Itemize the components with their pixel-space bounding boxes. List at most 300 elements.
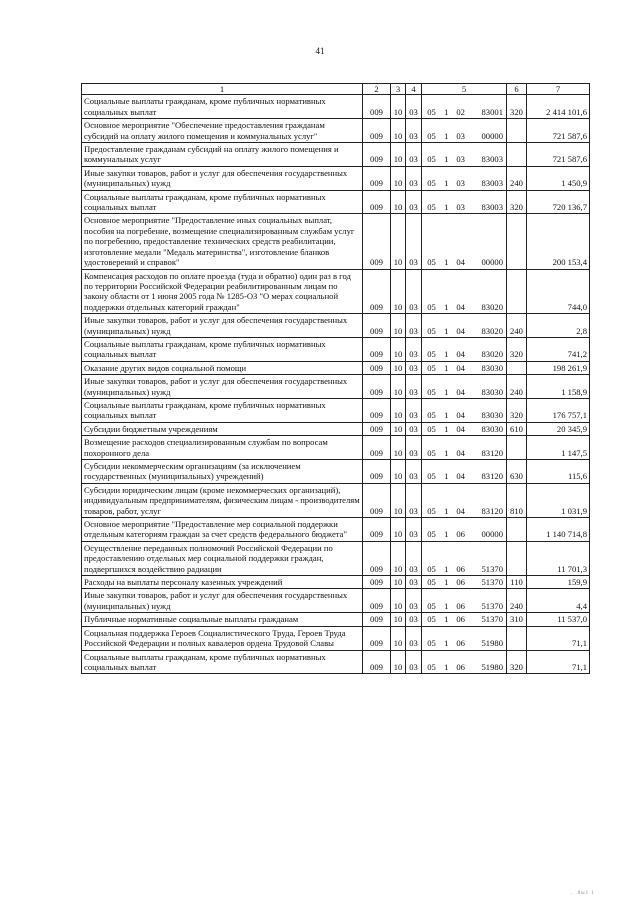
row-section: 10 (391, 214, 406, 269)
target-article-parts (422, 506, 506, 516)
target-article-parts (422, 302, 506, 312)
row-ministry-code: 009 (363, 650, 391, 674)
row-name: Предоставление гражданам субсидий на оплату жилого помещения и коммунальных услуг (82, 143, 363, 167)
row-amount: 4,4 (527, 589, 590, 613)
budget-table (81, 83, 590, 674)
table-row (82, 436, 590, 460)
row-subsection: 03 (406, 190, 422, 214)
row-target-article (422, 518, 507, 542)
row-expense-type (507, 436, 527, 460)
target-article-part: 06 (456, 614, 465, 625)
target-article-parts (422, 638, 506, 648)
row-amount: 176 757,1 (527, 398, 590, 422)
row-amount: 1 450,9 (527, 166, 590, 190)
row-section: 10 (391, 166, 406, 190)
row-subsection: 03 (406, 518, 422, 542)
row-expense-type: 310 (507, 613, 527, 626)
row-target-article (422, 143, 507, 167)
row-subsection: 03 (406, 375, 422, 399)
row-name: Субсидии юридическим лицам (кроме некоммерческих организаций), индивидуальным предпринимателям, физическим лицам - производителям товаров, работ, услуг (82, 483, 363, 517)
row-section: 10 (391, 483, 406, 517)
table-row (82, 361, 590, 374)
row-section: 10 (391, 436, 406, 460)
target-article-part: 1 (444, 505, 449, 516)
row-target-article (422, 337, 507, 361)
target-article-part: 1 (444, 325, 449, 336)
target-article-part: 05 (427, 529, 436, 540)
column-header: 3 (391, 84, 406, 95)
target-article-parts (422, 349, 506, 359)
target-article-part: 05 (427, 301, 436, 312)
row-name: Социальные выплаты гражданам, кроме публичных нормативных социальных выплат (82, 95, 363, 119)
row-expense-type: 320 (507, 190, 527, 214)
row-amount: 721 587,6 (527, 119, 590, 143)
target-article-part: 05 (427, 106, 436, 117)
row-subsection: 03 (406, 214, 422, 269)
row-section: 10 (391, 375, 406, 399)
row-section: 10 (391, 337, 406, 361)
table-row (82, 613, 590, 626)
row-target-article (422, 166, 507, 190)
row-subsection: 03 (406, 119, 422, 143)
target-article-part: 05 (427, 257, 436, 268)
table-row (82, 119, 590, 143)
table-row (82, 576, 590, 589)
row-amount: 71,1 (527, 650, 590, 674)
row-ministry-code: 009 (363, 541, 391, 575)
target-article-parts (422, 601, 506, 611)
target-article-part: 03 (456, 154, 465, 165)
row-target-article (422, 190, 507, 214)
target-article-parts (422, 257, 506, 267)
table-row (82, 143, 590, 167)
target-article-part: 05 (427, 423, 436, 434)
target-article-part: 04 (456, 386, 465, 397)
row-target-article (422, 460, 507, 484)
row-ministry-code: 009 (363, 460, 391, 484)
row-section: 10 (391, 626, 406, 650)
row-expense-type (507, 269, 527, 314)
table-row (82, 166, 590, 190)
row-expense-type (507, 119, 527, 143)
row-amount: 11 537,0 (527, 613, 590, 626)
row-target-article (422, 576, 507, 589)
row-subsection: 03 (406, 483, 422, 517)
row-section: 10 (391, 269, 406, 314)
target-article-part: 1 (444, 600, 449, 611)
target-article-part: 00000 (481, 130, 503, 141)
target-article-parts (422, 577, 506, 587)
row-target-article (422, 398, 507, 422)
target-article-part: 06 (456, 563, 465, 574)
target-article-part: 83030 (481, 410, 503, 421)
target-article-part: 83120 (481, 447, 503, 458)
row-section: 10 (391, 422, 406, 435)
target-article-part: 83120 (481, 471, 503, 482)
target-article-part: 51370 (481, 577, 503, 588)
target-article-part: 83001 (481, 106, 503, 117)
row-expense-type: 240 (507, 589, 527, 613)
target-article-part: 05 (427, 600, 436, 611)
row-amount: 720 136,7 (527, 190, 590, 214)
row-name: Основное мероприятие "Предоставление мер социальной поддержки отдельным категориям граждан за счет средств федерального бюджета" (82, 518, 363, 542)
row-ministry-code: 009 (363, 214, 391, 269)
row-name: Осуществление переданных полномочий Российской Федерации по предоставлению отдельных мер социальной поддержки граждан, подвергшихся воздействию радиации (82, 541, 363, 575)
target-article-parts (422, 154, 506, 164)
target-article-part: 1 (444, 577, 449, 588)
row-subsection: 03 (406, 650, 422, 674)
target-article-part: 1 (444, 386, 449, 397)
row-ministry-code: 009 (363, 589, 391, 613)
target-article-parts (422, 614, 506, 624)
row-expense-type (507, 143, 527, 167)
row-subsection: 03 (406, 541, 422, 575)
row-name: Социальная поддержка Героев Социалистического Труда, Героев Труда Российской Федерации и полных кавалеров ордена Трудовой Славы (82, 626, 363, 650)
column-header: 5 (422, 84, 507, 95)
target-article-part: 05 (427, 325, 436, 336)
table-row (82, 541, 590, 575)
target-article-part: 83030 (481, 423, 503, 434)
target-article-part: 00000 (481, 529, 503, 540)
target-article-part: 06 (456, 638, 465, 649)
target-article-parts (422, 131, 506, 141)
row-target-article (422, 626, 507, 650)
target-article-part: 51980 (481, 638, 503, 649)
row-amount: 11 701,3 (527, 541, 590, 575)
row-amount: 20 345,9 (527, 422, 590, 435)
target-article-part: 1 (444, 471, 449, 482)
target-article-part: 1 (444, 447, 449, 458)
target-article-part: 00000 (481, 257, 503, 268)
row-target-article (422, 375, 507, 399)
table-row (82, 589, 590, 613)
row-section: 10 (391, 314, 406, 338)
target-article-part: 83020 (481, 301, 503, 312)
row-expense-type (507, 518, 527, 542)
row-expense-type: 320 (507, 398, 527, 422)
row-expense-type: 240 (507, 166, 527, 190)
target-article-parts (422, 448, 506, 458)
target-article-part: 1 (444, 106, 449, 117)
row-expense-type: 240 (507, 375, 527, 399)
row-subsection: 03 (406, 337, 422, 361)
row-expense-type: 320 (507, 337, 527, 361)
row-name: Социальные выплаты гражданам, кроме публичных нормативных социальных выплат (82, 337, 363, 361)
target-article-part: 03 (456, 130, 465, 141)
row-subsection: 03 (406, 269, 422, 314)
target-article-part: 51370 (481, 563, 503, 574)
row-expense-type (507, 541, 527, 575)
target-article-part: 1 (444, 410, 449, 421)
row-subsection: 03 (406, 314, 422, 338)
row-name: Субсидии бюджетным учреждениям (82, 422, 363, 435)
target-article-part: 04 (456, 505, 465, 516)
target-article-part: 06 (456, 529, 465, 540)
table-row (82, 95, 590, 119)
row-expense-type: 240 (507, 314, 527, 338)
column-header: 2 (363, 84, 391, 95)
table-row (82, 337, 590, 361)
row-ministry-code: 009 (363, 314, 391, 338)
target-article-part: 05 (427, 130, 436, 141)
row-name: Иные закупки товаров, работ и услуг для обеспечения государственных (муниципальных) нужд (82, 375, 363, 399)
row-target-article (422, 361, 507, 374)
row-name: Оказание других видов социальной помощи (82, 361, 363, 374)
row-ministry-code: 009 (363, 166, 391, 190)
row-name: Иные закупки товаров, работ и услуг для обеспечения государственных (муниципальных) нужд (82, 166, 363, 190)
target-article-parts (422, 387, 506, 397)
row-target-article (422, 119, 507, 143)
target-article-part: 02 (456, 106, 465, 117)
row-name: Основное мероприятие "Обеспечение предоставления гражданам субсидий на оплату жилого помещения и коммунальных услуг" (82, 119, 363, 143)
row-name: Расходы на выплаты персоналу казенных учреждений (82, 576, 363, 589)
row-name: Публичные нормативные социальные выплаты гражданам (82, 613, 363, 626)
row-amount: 200 153,4 (527, 214, 590, 269)
row-ministry-code: 009 (363, 269, 391, 314)
row-expense-type: 320 (507, 95, 527, 119)
target-article-part: 1 (444, 154, 449, 165)
row-section: 10 (391, 119, 406, 143)
row-amount: 744,0 (527, 269, 590, 314)
target-article-parts (422, 410, 506, 420)
table-body (82, 95, 590, 674)
target-article-part: 06 (456, 600, 465, 611)
target-article-part: 04 (456, 447, 465, 458)
row-subsection: 03 (406, 576, 422, 589)
row-subsection: 03 (406, 626, 422, 650)
table-row (82, 375, 590, 399)
row-subsection: 03 (406, 613, 422, 626)
target-article-parts (422, 662, 506, 672)
row-name: Социальные выплаты гражданам, кроме публичных нормативных социальных выплат (82, 650, 363, 674)
row-expense-type (507, 214, 527, 269)
target-article-part: 1 (444, 423, 449, 434)
column-header: 1 (82, 84, 363, 95)
row-ministry-code: 009 (363, 613, 391, 626)
row-name: Основное мероприятие "Предоставление иных социальных выплат, пособия на погребение, возмещение специализированным службам услуг по погребению, предоставление технических средств реабилитации, изготовление медали "Медаль материнства", изготовление бланков удостоверений и справок" (82, 214, 363, 269)
table-row (82, 626, 590, 650)
row-ministry-code: 009 (363, 95, 391, 119)
row-target-article (422, 541, 507, 575)
target-article-part: 04 (456, 410, 465, 421)
target-article-part: 83120 (481, 505, 503, 516)
row-section: 10 (391, 541, 406, 575)
row-amount: 741,2 (527, 337, 590, 361)
row-section: 10 (391, 589, 406, 613)
row-section: 10 (391, 650, 406, 674)
row-section: 10 (391, 518, 406, 542)
row-name: Субсидии некоммерческим организациям (за исключением государственных (муниципальных) учреждений) (82, 460, 363, 484)
target-article-part: 1 (444, 178, 449, 189)
target-article-part: 05 (427, 410, 436, 421)
table-row (82, 518, 590, 542)
target-article-parts (422, 424, 506, 434)
target-article-part: 1 (444, 349, 449, 360)
target-article-part: 51370 (481, 614, 503, 625)
row-ministry-code: 009 (363, 361, 391, 374)
target-article-part: 05 (427, 349, 436, 360)
target-article-parts (422, 107, 506, 117)
target-article-part: 05 (427, 563, 436, 574)
row-name: Социальные выплаты гражданам, кроме публичных нормативных социальных выплат (82, 398, 363, 422)
row-amount: 2,8 (527, 314, 590, 338)
row-name: Компенсация расходов по оплате проезда (туда и обратно) один раз в год по территории Российской Федерации реабилитированным лицам по закону области от 1 июня 2005 года № 1285-ОЗ "О мерах социальной поддержки отдельных категорий граждан" (82, 269, 363, 314)
row-target-article (422, 214, 507, 269)
table-row (82, 483, 590, 517)
column-header: 4 (406, 84, 422, 95)
row-section: 10 (391, 190, 406, 214)
target-article-part: 1 (444, 130, 449, 141)
target-article-part: 83003 (481, 202, 503, 213)
table-row (82, 422, 590, 435)
target-article-part: 04 (456, 349, 465, 360)
target-article-part: 83030 (481, 362, 503, 373)
row-target-article (422, 589, 507, 613)
target-article-part: 05 (427, 505, 436, 516)
row-section: 10 (391, 613, 406, 626)
row-subsection: 03 (406, 436, 422, 460)
target-article-part: 04 (456, 257, 465, 268)
table-row (82, 269, 590, 314)
target-article-part: 1 (444, 257, 449, 268)
target-article-part: 05 (427, 661, 436, 672)
target-article-part: 06 (456, 661, 465, 672)
target-article-part: 05 (427, 447, 436, 458)
row-subsection: 03 (406, 361, 422, 374)
table-row (82, 650, 590, 674)
table-row (82, 398, 590, 422)
row-expense-type: 810 (507, 483, 527, 517)
row-ministry-code: 009 (363, 626, 391, 650)
row-section: 10 (391, 361, 406, 374)
target-article-part: 03 (456, 202, 465, 213)
row-target-article (422, 650, 507, 674)
target-article-parts (422, 564, 506, 574)
row-expense-type (507, 361, 527, 374)
table-row (82, 214, 590, 269)
row-name: Социальные выплаты гражданам, кроме публичных нормативных социальных выплат (82, 190, 363, 214)
target-article-parts (422, 471, 506, 481)
target-article-part: 05 (427, 202, 436, 213)
row-subsection: 03 (406, 460, 422, 484)
row-section: 10 (391, 398, 406, 422)
target-article-part: 05 (427, 638, 436, 649)
target-article-part: 05 (427, 362, 436, 373)
target-article-parts (422, 529, 506, 539)
row-amount: 115,6 (527, 460, 590, 484)
row-section: 10 (391, 143, 406, 167)
target-article-part: 1 (444, 529, 449, 540)
target-article-part: 05 (427, 471, 436, 482)
row-amount: 71,1 (527, 626, 590, 650)
table-row (82, 190, 590, 214)
target-article-part: 03 (456, 178, 465, 189)
target-article-part: 83020 (481, 349, 503, 360)
row-subsection: 03 (406, 398, 422, 422)
row-expense-type: 110 (507, 576, 527, 589)
row-name: Возмещение расходов специализированным службам по вопросам похоронного дела (82, 436, 363, 460)
table-header-row (82, 84, 590, 95)
target-article-part: 83020 (481, 325, 503, 336)
row-target-article (422, 613, 507, 626)
row-expense-type: 320 (507, 650, 527, 674)
target-article-part: 04 (456, 362, 465, 373)
target-article-parts (422, 178, 506, 188)
row-ministry-code: 009 (363, 375, 391, 399)
row-subsection: 03 (406, 589, 422, 613)
row-expense-type: 630 (507, 460, 527, 484)
row-amount: 1 140 714,8 (527, 518, 590, 542)
row-name: Иные закупки товаров, работ и услуг для обеспечения государственных (муниципальных) нужд (82, 589, 363, 613)
row-subsection: 03 (406, 422, 422, 435)
table-row (82, 314, 590, 338)
row-target-article (422, 422, 507, 435)
row-ministry-code: 009 (363, 119, 391, 143)
row-subsection: 03 (406, 95, 422, 119)
target-article-parts (422, 202, 506, 212)
row-amount: 2 414 101,6 (527, 95, 590, 119)
row-ministry-code: 009 (363, 143, 391, 167)
target-article-part: 05 (427, 577, 436, 588)
target-article-part: 83003 (481, 178, 503, 189)
target-article-part: 1 (444, 301, 449, 312)
target-article-part: 1 (444, 638, 449, 649)
row-section: 10 (391, 576, 406, 589)
row-target-article (422, 95, 507, 119)
row-ministry-code: 009 (363, 190, 391, 214)
row-target-article (422, 483, 507, 517)
row-ministry-code: 009 (363, 398, 391, 422)
target-article-part: 04 (456, 471, 465, 482)
target-article-part: 05 (427, 154, 436, 165)
row-ministry-code: 009 (363, 337, 391, 361)
row-expense-type (507, 626, 527, 650)
row-target-article (422, 269, 507, 314)
row-ministry-code: 009 (363, 576, 391, 589)
row-amount: 1 147,5 (527, 436, 590, 460)
target-article-part: 05 (427, 614, 436, 625)
table-row (82, 460, 590, 484)
row-ministry-code: 009 (363, 422, 391, 435)
row-name: Иные закупки товаров, работ и услуг для обеспечения государственных (муниципальных) нужд (82, 314, 363, 338)
row-ministry-code: 009 (363, 436, 391, 460)
target-article-part: 05 (427, 386, 436, 397)
row-subsection: 03 (406, 143, 422, 167)
row-amount: 721 587,6 (527, 143, 590, 167)
column-header: 6 (507, 84, 527, 95)
column-header: 7 (527, 84, 590, 95)
target-article-part: 83030 (481, 386, 503, 397)
target-article-part: 06 (456, 577, 465, 588)
row-section: 10 (391, 460, 406, 484)
target-article-part: 1 (444, 661, 449, 672)
target-article-part: 04 (456, 423, 465, 434)
row-amount: 1 158,9 (527, 375, 590, 399)
target-article-parts (422, 363, 506, 373)
target-article-part: 1 (444, 202, 449, 213)
row-amount: 1 031,9 (527, 483, 590, 517)
target-article-part: 1 (444, 362, 449, 373)
target-article-part: 51980 (481, 661, 503, 672)
target-article-part: 51370 (481, 600, 503, 611)
footer-mark: . .0ы1 1 (571, 891, 595, 896)
target-article-part: 05 (427, 178, 436, 189)
target-article-part: 1 (444, 614, 449, 625)
row-ministry-code: 009 (363, 483, 391, 517)
row-section: 10 (391, 95, 406, 119)
row-target-article (422, 314, 507, 338)
row-target-article (422, 436, 507, 460)
